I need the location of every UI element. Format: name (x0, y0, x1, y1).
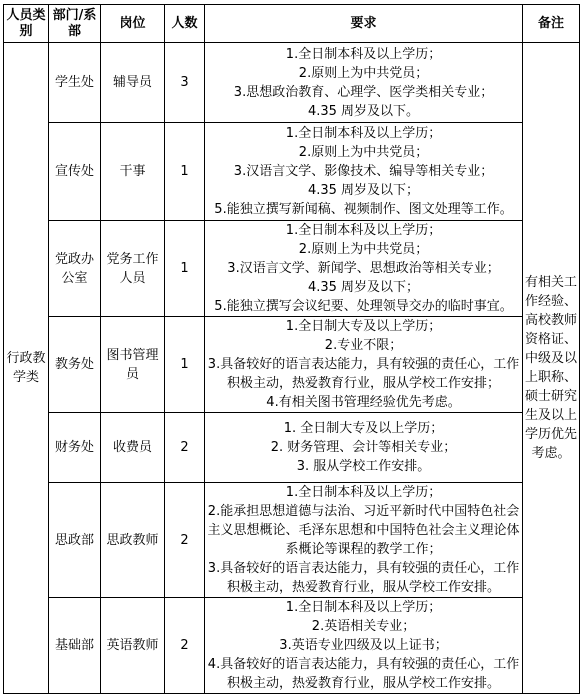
department-cell: 宣传处 (49, 123, 101, 221)
header-requirements: 要求 (205, 5, 523, 43)
header-category: 人员类别 (4, 5, 49, 43)
table-row (4, 221, 580, 317)
position-cell: 收费员 (101, 413, 165, 483)
requirement-line: 2.原则上为中共党员； (298, 145, 429, 160)
department-cell: 教务处 (49, 317, 101, 413)
requirement-line: 4.35 周岁及以下； (307, 280, 420, 295)
requirement-line: 4.具备较好的语言表达能力，具有较强的责任心，工作积极主动，热爱教育行业，服从学校工作安排。 (207, 657, 520, 691)
category-cell: 行政教学类 (4, 43, 49, 694)
position-cell: 思政教师 (101, 483, 165, 598)
requirement-line: 3.英语专业四级及以上证书； (279, 638, 448, 653)
position-cell: 图书管理员 (101, 317, 165, 413)
count-cell: 2 (165, 413, 205, 483)
requirement-line: 4.35 周岁及以下； (307, 183, 420, 198)
requirements-cell (205, 43, 523, 123)
table-row (4, 43, 580, 123)
requirement-line: 2.原则上为中共党员； (298, 65, 429, 81)
requirement-line: 1.全日制本科及以上学历； (285, 485, 442, 500)
table-row (4, 598, 580, 694)
header-count: 人数 (165, 5, 205, 43)
count-cell: 2 (165, 598, 205, 694)
count-cell: 1 (165, 221, 205, 317)
requirement-line: 2. 财务管理、会计等相关专业； (270, 440, 457, 455)
count-cell: 1 (165, 123, 205, 221)
table-row (4, 317, 580, 413)
requirement-line: 5.能独立撰写会议纪要、处理领导交办的临时事宜。 (214, 299, 513, 314)
table-row (4, 483, 580, 598)
requirement-line: 3.具备较好的语言表达能力，具有较强的责任心，工作积极主动，热爱教育行业，服从学校工作安排。 (207, 561, 520, 595)
count-cell: 3 (165, 43, 205, 123)
requirement-line: 4.有相关图书管理经验优先考虑。 (266, 395, 461, 410)
header-position: 岗位 (101, 5, 165, 43)
requirement-line: 3.汉语言文学、新闻学、思想政治等相关专业； (227, 261, 500, 276)
requirements-cell (205, 221, 523, 317)
requirement-line: 1.全日制本科及以上学历； (285, 223, 442, 238)
requirement-line: 5.能独立撰写新闻稿、视频制作、图文处理等工作。 (214, 202, 513, 217)
requirement-line: 2.能承担思想道德与法治、习近平新时代中国特色社会主义思想概论、毛泽东思想和中国特色社会主义理论体系概论等课程的教学工作； (207, 504, 520, 557)
requirement-line: 2.原则上为中共党员； (298, 242, 429, 257)
requirement-line: 3. 服从学校工作安排。 (296, 459, 431, 474)
header-department: 部门/系部 (49, 5, 101, 43)
count-cell: 2 (165, 483, 205, 598)
remarks-cell: 有相关工作经验、高校教师资格证、中级及以上职称、硕士研究生及以上学历优先考虑。 (523, 43, 580, 694)
requirement-line: 1. 全日制大专及以上学历； (283, 421, 444, 436)
requirement-line: 1.全日制本科及以上学历； (285, 600, 442, 615)
department-cell: 学生处 (49, 43, 101, 123)
requirement-line: 1.全日制本科及以上学历； (285, 46, 442, 62)
requirement-line: 3.具备较好的语言表达能力，具有较强的责任心，工作积极主动，热爱教育行业，服从学校工作安排； (207, 357, 520, 391)
requirement-line: 1.全日制大专及以上学历； (285, 319, 442, 334)
position-cell: 辅导员 (101, 43, 165, 123)
department-cell: 党政办公室 (49, 221, 101, 317)
position-cell: 英语教师 (101, 598, 165, 694)
requirement-line: 2.专业不限； (324, 338, 403, 353)
table-row (4, 123, 580, 221)
department-cell: 基础部 (49, 598, 101, 694)
position-cell: 党务工作人员 (101, 221, 165, 317)
requirements-cell (205, 413, 523, 483)
count-cell: 1 (165, 317, 205, 413)
header-remarks: 备注 (523, 5, 580, 43)
requirement-line: 2.英语相关专业； (311, 619, 416, 634)
requirement-line: 1.全日制本科及以上学历； (285, 126, 442, 141)
requirement-line: 4.35 周岁及以下。 (307, 103, 420, 119)
header-row (4, 5, 580, 43)
recruitment-table (3, 4, 580, 694)
requirements-cell (205, 598, 523, 694)
department-cell: 财务处 (49, 413, 101, 483)
requirement-line: 3.思想政治教育、心理学、医学类相关专业； (233, 84, 494, 100)
requirements-cell (205, 317, 523, 413)
requirement-line: 3.汉语言文学、影像技术、编导等相关专业； (233, 164, 494, 179)
requirements-cell (205, 483, 523, 598)
position-cell: 干事 (101, 123, 165, 221)
department-cell: 思政部 (49, 483, 101, 598)
requirements-cell (205, 123, 523, 221)
table-row (4, 413, 580, 483)
